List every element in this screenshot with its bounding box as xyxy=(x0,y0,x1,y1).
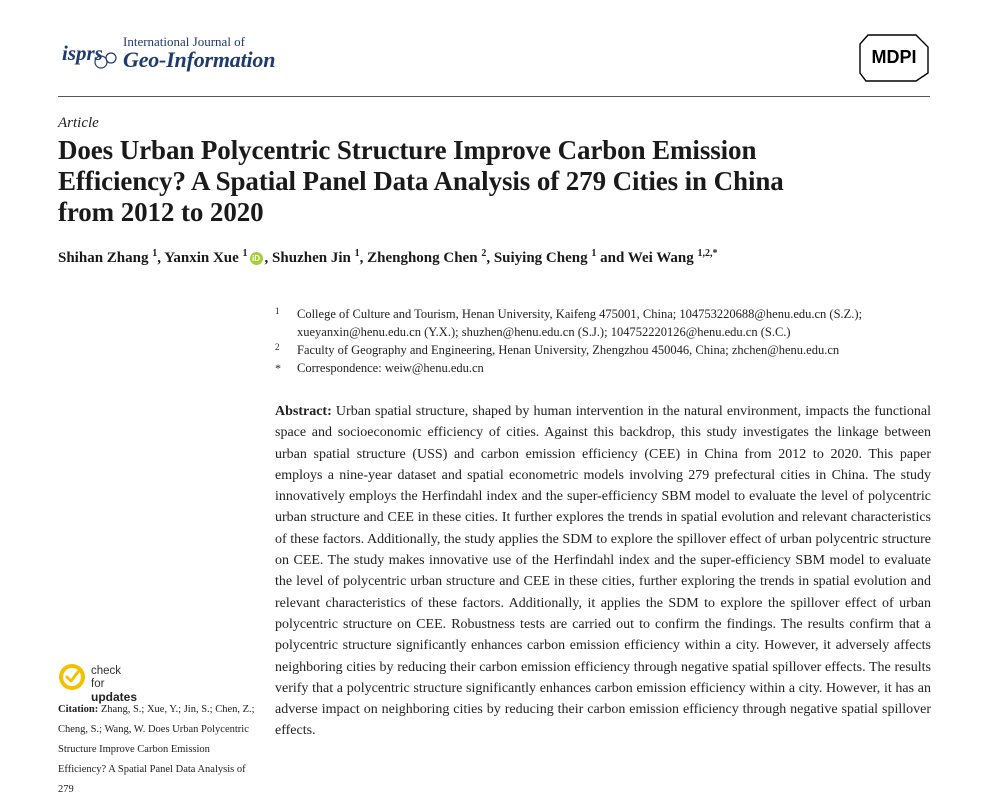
citation-text: Zhang, S.; Xue, Y.; Jin, S.; Chen, Z.; Cheng, S.; Wang, W. Does Urban Polycentric Structure Improve Carbon Emission Efficiency? A Spatial Panel Data Analysis of 279 xyxy=(58,704,255,795)
header-divider xyxy=(58,96,930,97)
abstract-text: Urban spatial structure, shaped by human intervention in the natural environment, impacts the functional space and socioeconomic efficiency of cities. Against this backdrop, this study investigates the linkage between urban spatial structure (USS) and carbon emission efficiency (CEE) in China from 2012 to 2020. This paper employs a nine-year dataset and spatial econometric models involving 279 prefectural cities in China. The study innovatively employs the Herfindahl index and the super-efficiency SBM model to evaluate the level of polycentric urban structure and CEE in these cities. It further explores the trends in spatial evolution and relevant characteristics of these factors. Additionally, the study applies the SDM to explore the spillover effect of urban polycentric structure on CEE. The study makes innovative use of the Herfindahl index and the super-efficiency SBM model to evaluate the level of polycentric urban structure and CEE in these cities, further exploring the trends in spatial evolution and relevant characteristics of these factors. Additionally, it applies the SDM to explore the spillover effect of urban polycentric structure on CEE. Robustness tests are carried out to confirm the findings. The results confirm that a polycentric structure significantly enhances carbon emission efficiency within a city. However, it adversely affects neighboring cities by reducing their carbon emission efficiency through negative spatial spillover effects. The results verify that a polycentric structure significantly enhances carbon emission efficiency within a city. However, it has an adverse impact on neighboring cities by reducing their carbon emission efficiency through negative spatial spillover effects. xyxy=(275,404,932,739)
author-affiliation-marker: 1,2,* xyxy=(697,248,718,259)
mdpi-logo xyxy=(858,32,930,82)
check-for-updates-icon xyxy=(58,663,86,691)
affiliation-text: xueyanxin@henu.edu.cn (Y.X.); shuzhen@henu.edu.cn (S.J.); 104752220126@henu.edu.cn (S.C.) xyxy=(297,325,791,339)
citation xyxy=(58,700,258,800)
author-affiliation-marker: 1 xyxy=(591,248,597,259)
correspondence-text: Correspondence: weiw@henu.edu.cn xyxy=(297,361,484,375)
author-name[interactable]: Suiying Cheng xyxy=(493,250,588,266)
title-line: from 2012 to 2020 xyxy=(58,197,264,227)
author-name[interactable]: Wei Wang xyxy=(627,250,694,266)
isprs-logo-text: isprs xyxy=(62,41,103,65)
affiliation-text: Faculty of Geography and Engineering, Henan University, Zhengzhou 450046, China; zhchen@henu.edu.cn xyxy=(297,343,840,357)
affiliation-marker: 1 xyxy=(275,306,280,316)
check-line-1: check for xyxy=(91,665,122,690)
author-list: Shihan Zhang $^1$, Yanxin Xue $^1$ iD , Shuzhen Jin $^1$, Zhenghong Chen $^2$, Suiying Cheng $^1$ and Wei Wang $^{1,2,*}$ xyxy=(58,248,718,266)
title-line: Efficiency? A Spatial Panel Data Analysis of 279 Cities in China xyxy=(58,166,784,196)
check-for-updates-label xyxy=(91,665,137,705)
journal-name: Geo-Information xyxy=(123,47,276,72)
affiliation-marker: 2 xyxy=(275,342,280,352)
author-affiliation-marker: 1 xyxy=(354,248,360,259)
check-line-2: updates xyxy=(91,690,138,704)
citation-label: Citation: xyxy=(58,704,99,715)
author-name[interactable]: Shuzhen Jin xyxy=(272,250,351,266)
abstract xyxy=(275,401,931,742)
author-name[interactable]: Shihan Zhang xyxy=(58,250,149,266)
title-line: Does Urban Polycentric Structure Improve Carbon Emission xyxy=(58,135,757,165)
article-type-label: Article xyxy=(58,115,99,131)
orcid-icon[interactable]: iD xyxy=(250,252,263,265)
abstract-label: Abstract: xyxy=(275,404,332,419)
affiliation-text: College of Culture and Tourism, Henan University, Kaifeng 475001, China; 104753220688@henu.edu.cn (S.Z.); xyxy=(297,307,863,321)
author-affiliation-marker: 2 xyxy=(481,248,487,259)
journal-subtitle: International Journal of xyxy=(123,34,246,49)
mdpi-logo-text: MDPI xyxy=(871,47,917,67)
author-name[interactable]: Yanxin Xue xyxy=(164,250,239,266)
correspondence-marker: * xyxy=(275,361,281,375)
author-name[interactable]: Zhenghong Chen xyxy=(367,250,478,266)
author-affiliation-marker: 1 xyxy=(242,248,248,259)
isprs-logo xyxy=(62,38,122,72)
article-title xyxy=(58,135,938,228)
author-affiliation-marker: 1 xyxy=(152,248,158,259)
